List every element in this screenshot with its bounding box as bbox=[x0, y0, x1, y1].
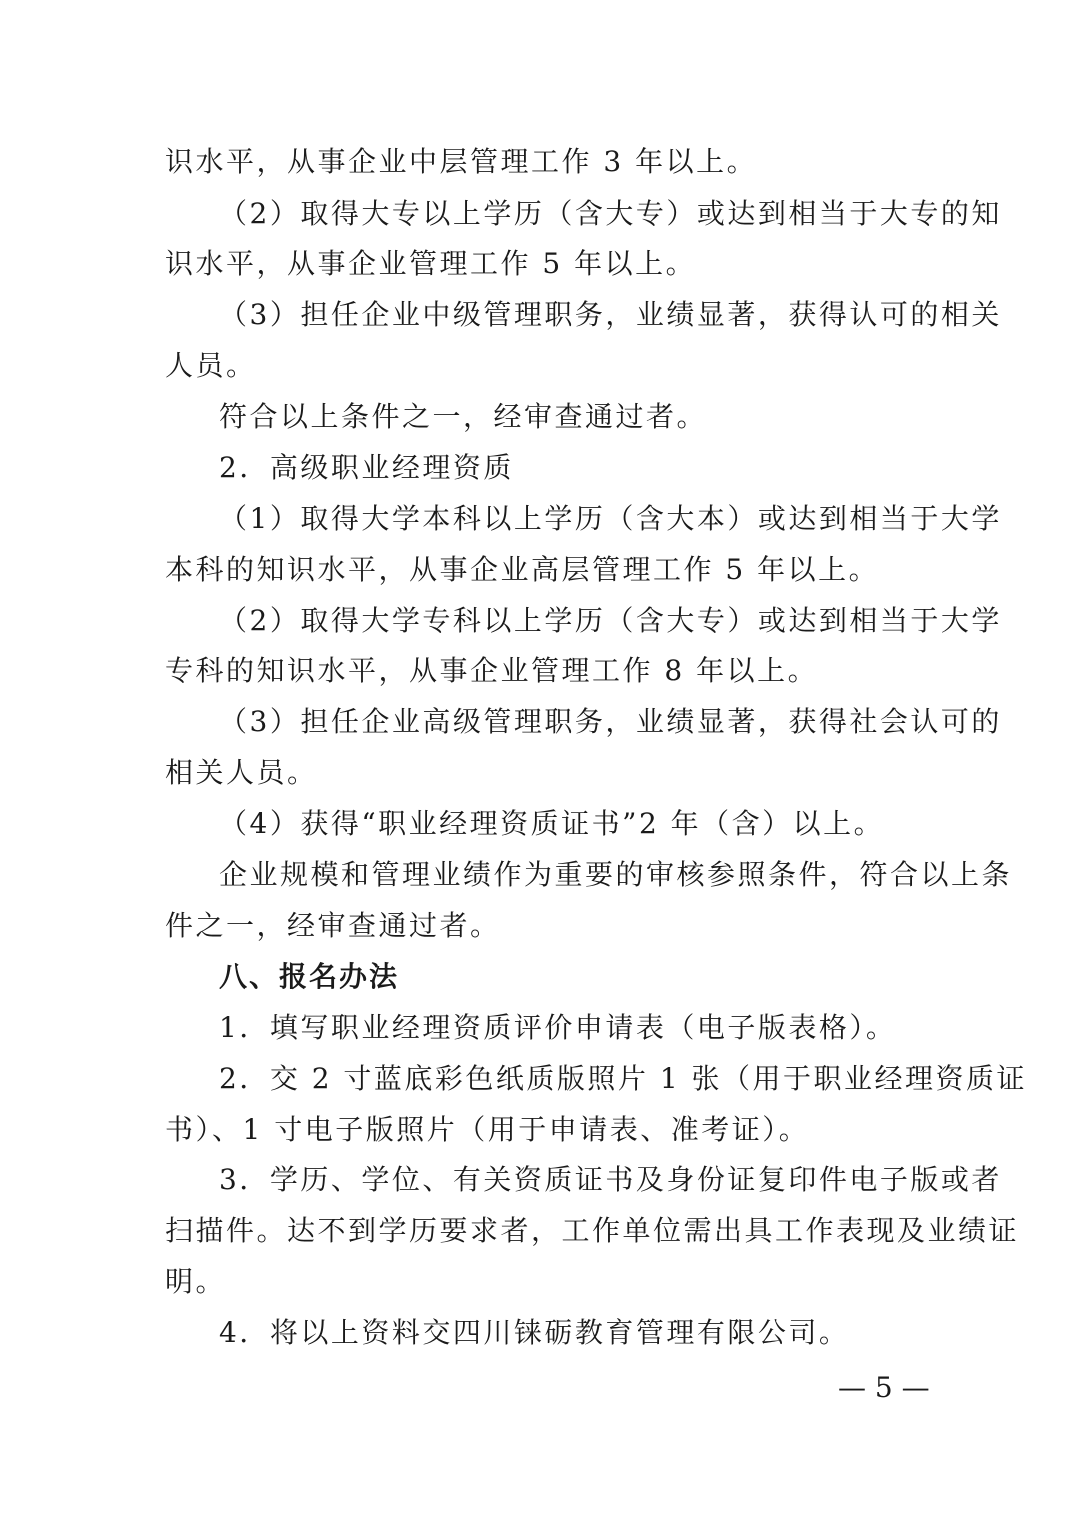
text-line: （2）取得大专以上学历（含大专）或达到相当于大专的知 bbox=[219, 197, 1002, 230]
text-line: （1）取得大学本科以上学历（含大本）或达到相当于大学 bbox=[219, 502, 1002, 535]
text-line: 人员。 bbox=[165, 349, 257, 382]
text-line: 本科的知识水平，从事企业高层管理工作 5 年以上。 bbox=[165, 553, 880, 586]
text-line: （3）担任企业中级管理职务，业绩显著，获得认可的相关 bbox=[219, 298, 1002, 331]
section-subheading: 2．高级职业经理资质 bbox=[219, 451, 514, 484]
section-heading: 八、报名办法 bbox=[219, 960, 400, 993]
text-line: 1．填写职业经理资质评价申请表（电子版表格）。 bbox=[219, 1011, 897, 1044]
text-line: 2．交 2 寸蓝底彩色纸质版照片 1 张（用于职业经理资质证 bbox=[219, 1062, 1028, 1095]
text-line: 3．学历、学位、有关资质证书及身份证复印件电子版或者 bbox=[219, 1163, 1002, 1196]
text-line: 明。 bbox=[165, 1265, 227, 1298]
text-line: 书）、1 寸电子版照片（用于申请表、准考证）。 bbox=[165, 1113, 810, 1146]
text-line: 专科的知识水平，从事企业管理工作 8 年以上。 bbox=[165, 654, 819, 687]
text-line: 企业规模和管理业绩作为重要的审核参照条件，符合以上条 bbox=[219, 858, 1013, 891]
page-number: — 5 — bbox=[838, 1371, 930, 1404]
text-line: 扫描件。达不到学历要求者，工作单位需出具工作表现及业绩证 bbox=[165, 1214, 1020, 1247]
text-line: 相关人员。 bbox=[165, 756, 318, 789]
text-line: 4．将以上资料交四川铼砺教育管理有限公司。 bbox=[219, 1316, 850, 1349]
text-line: （2）取得大学专科以上学历（含大专）或达到相当于大学 bbox=[219, 604, 1002, 637]
text-line: 识水平，从事企业管理工作 5 年以上。 bbox=[165, 247, 697, 280]
text-line: （3）担任企业高级管理职务，业绩显著，获得社会认可的 bbox=[219, 705, 1002, 738]
text-line: 符合以上条件之一，经审查通过者。 bbox=[219, 400, 708, 433]
text-line: 识水平，从事企业中层管理工作 3 年以上。 bbox=[165, 145, 758, 178]
text-line: （4）获得“职业经理资质证书”2 年（含）以上。 bbox=[219, 807, 885, 840]
text-line: 件之一，经审查通过者。 bbox=[165, 909, 501, 942]
